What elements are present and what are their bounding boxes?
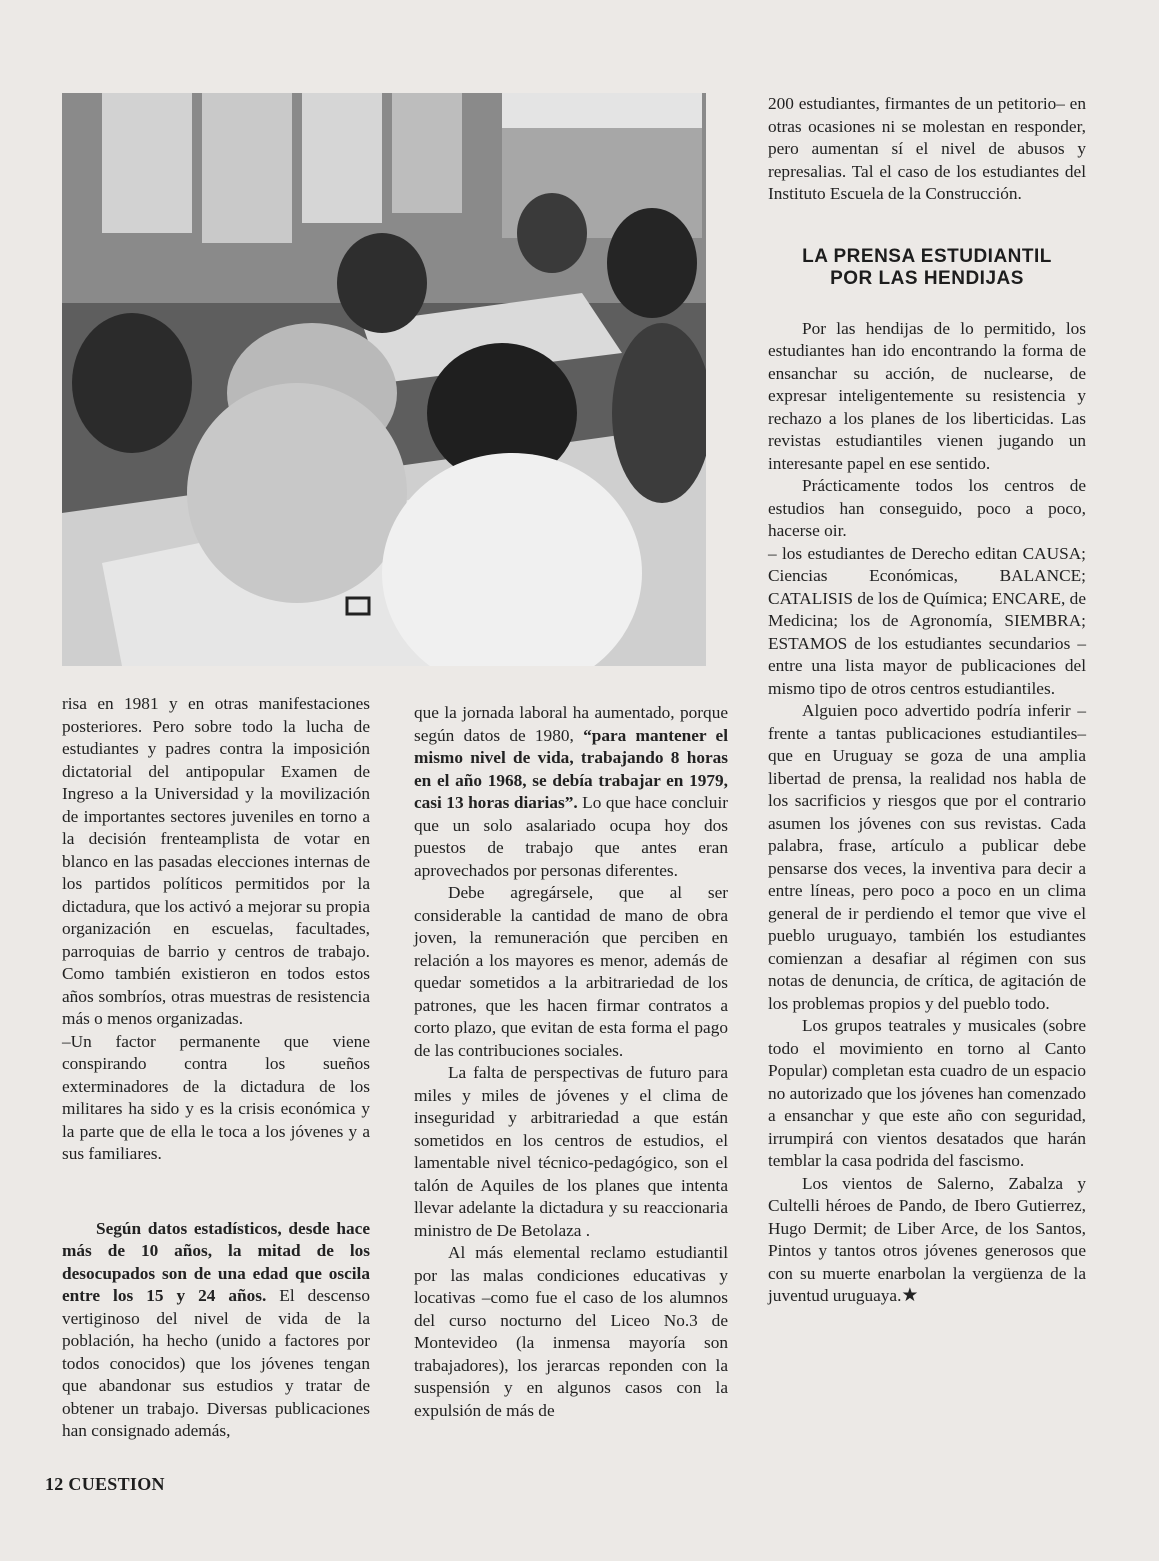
- paragraph-closing: [768, 1173, 1086, 1308]
- paragraph: –Un factor permanente que viene conspirando contra los sueños exterminadores de la dictadura de los militares ha sido y es la crisis económica y la parte que de ella le toca a los jóvenes y a sus familiares.: [62, 1031, 370, 1163]
- page-footer: 12 CUESTION: [45, 1474, 165, 1494]
- paragraph: 200 estudiantes, firmantes de un petitorio– en otras ocasiones ni se molestan en responder, pero aumentan sí el nivel de abusos y represalias. Tal el caso de los estudiantes del Instituto Escuela de la Construcción.: [768, 94, 1086, 203]
- section-heading: [768, 246, 1086, 290]
- paragraph: Prácticamente todos los centros de estudios han conseguido, poco a poco, hacerse oir.: [768, 476, 1086, 540]
- paragraph: – los estudiantes de Derecho editan CAUSA; Ciencias Económicas, BALANCE; CATALISIS de los de Química; ENCARE, de Medicina; los de Agronomía, SIEMBRA; ESTAMOS de los estudiantes secundarios –entre una lista mayor de publicaciones del mismo tipo de otros centros estudiantiles.: [768, 543, 1086, 698]
- paragraph: Por las hendijas de lo permitido, los estudiantes han ido encontrando la forma de ensanchar su acción, de nuclearse, de expresar inteligentemente su resistencia y rechazo a los planes de los liberticidas. Las revistas estudiantiles vienen jugando un interesante papel en ese sentido.: [768, 318, 1086, 473]
- paragraph: [414, 702, 728, 882]
- paragraph-text: El descenso vertiginoso del nivel de vida de la población, ha hecho (unido a factores por todos conocidos) que los jóvenes tengan que abandonar sus estudios y tratar de obtener un trabajo. Diversas publicaciones han consignado además,: [62, 1286, 370, 1440]
- paragraph: Al más elemental reclamo estudiantil por las malas condiciones educativas y locativas –como fue el caso de los alumnos del curso nocturno del Liceo No.3 de Montevideo (la inmensa mayoría son trabajadores), los jerarcas reponden con la suspensión y en algunos casos con la expulsión de más de: [414, 1243, 728, 1420]
- star-icon: ★: [901, 1285, 919, 1306]
- paragraph: Alguien poco advertido podría inferir –frente a tantas publicaciones estudiantiles– que en Uruguay se goza de una amplia libertad de prensa, la realidad nos habla de los sacrificios y riesgos que por el contrario asumen los jóvenes con sus revistas. Cada palabra, frase, artículo a publicar debe pensarse dos veces, la inventiva para decir a entre líneas, pero poco a poco en un clima general de ir perdiendo el temor que vive el pueblo uruguayo, también los estudiantes comienzan a desafiar al régimen con sus notas de denuncia, de crítica, de agitación de los problemas propios y del pueblo todo.: [768, 701, 1086, 1013]
- section-heading-line-1: LA PRENSA ESTUDIANTIL: [802, 245, 1052, 267]
- paragraph: Los grupos teatrales y musicales (sobre todo el movimiento en torno al Canto Popular) completan esta cuadro de un espacio no autorizado que los jóvenes han comenzado a ensanchar y que este año con seguridad, irrumpirá con vientos desatados que harán temblar la casa podrida del fascismo.: [768, 1016, 1086, 1170]
- paragraph-statistics: [62, 1218, 370, 1443]
- article-column-1: [62, 693, 370, 1443]
- article-column-3: [768, 93, 1086, 1308]
- bold-statistic: Según datos estadísticos, desde hace más de 10 años, la mitad de los desocupados son de una edad que oscila entre los 15 y 24 años.: [62, 1218, 370, 1305]
- article-column-2: [414, 702, 728, 1422]
- bold-quote: “para mantener el mismo nivel de vida, trabajando 8 horas en el año 1968, se debía trabajar en 1979, casi 13 horas diarias”.: [414, 725, 729, 812]
- paragraph: risa en 1981 y en otras manifestaciones posteriores. Pero sobre todo la lucha de estudiantes y padres contra la imposición dictatorial del antipopular Examen de Ingreso a la Universidad y la movilización de importantes sectores juveniles en torno a la decisión frenteamplista de votar en blanco en las pasadas elecciones internas de los partidos políticos permitidos por la dictadura, que los activó a mejorar su propia organización en escuelas, facultades, parroquias de barrio y centros de trabajo. Como también existieron en todos estos años sombríos, otras muestras de resistencia más o menos organizadas.: [62, 694, 370, 1028]
- paragraph: La falta de perspectivas de futuro para miles y miles de jóvenes y el clima de inseguridad y arbitrariedad a que están sometidos en los centros de estudios, el lamentable nivel técnico-pedagógico, son el talón de Aquiles de los planes que intenta llevar adelante la dictadura y su reaccionaria ministro de De Betolaza .: [414, 1063, 728, 1240]
- paragraph-text: Los vientos de Salerno, Zabalza y Cultelli héroes de Pando, de Ibero Gutierrez, Hugo Dermit; de Liber Arce, de los Santos, Pintos y tantos otros jóvenes generosos que con su muerte enarbolan la vergüenza de la juventud uruguaya.: [768, 1173, 1086, 1305]
- paragraph-text: Lo que hace concluir que un solo asalariado ocupa hoy dos puestos de trabajo que antes eran aprovechados por personas diferentes.: [414, 793, 729, 880]
- paragraph-text: que la jornada laboral ha aumentado, porque según datos de 1980,: [414, 703, 728, 745]
- paragraph: Debe agregársele, que al ser considerable la cantidad de mano de obra joven, la remuneración que perciben en relación a los mayores es menor, además de quedar sometidos a la arbitrariedad de los patrones, que les hacen firmar contratos a corto plazo, que evitan de esta forma el pago de las contribuciones sociales.: [414, 883, 728, 1060]
- classroom-photo: [62, 93, 706, 666]
- photo-illustration: [62, 93, 706, 666]
- section-heading-line-2: POR LAS HENDIJAS: [830, 267, 1024, 289]
